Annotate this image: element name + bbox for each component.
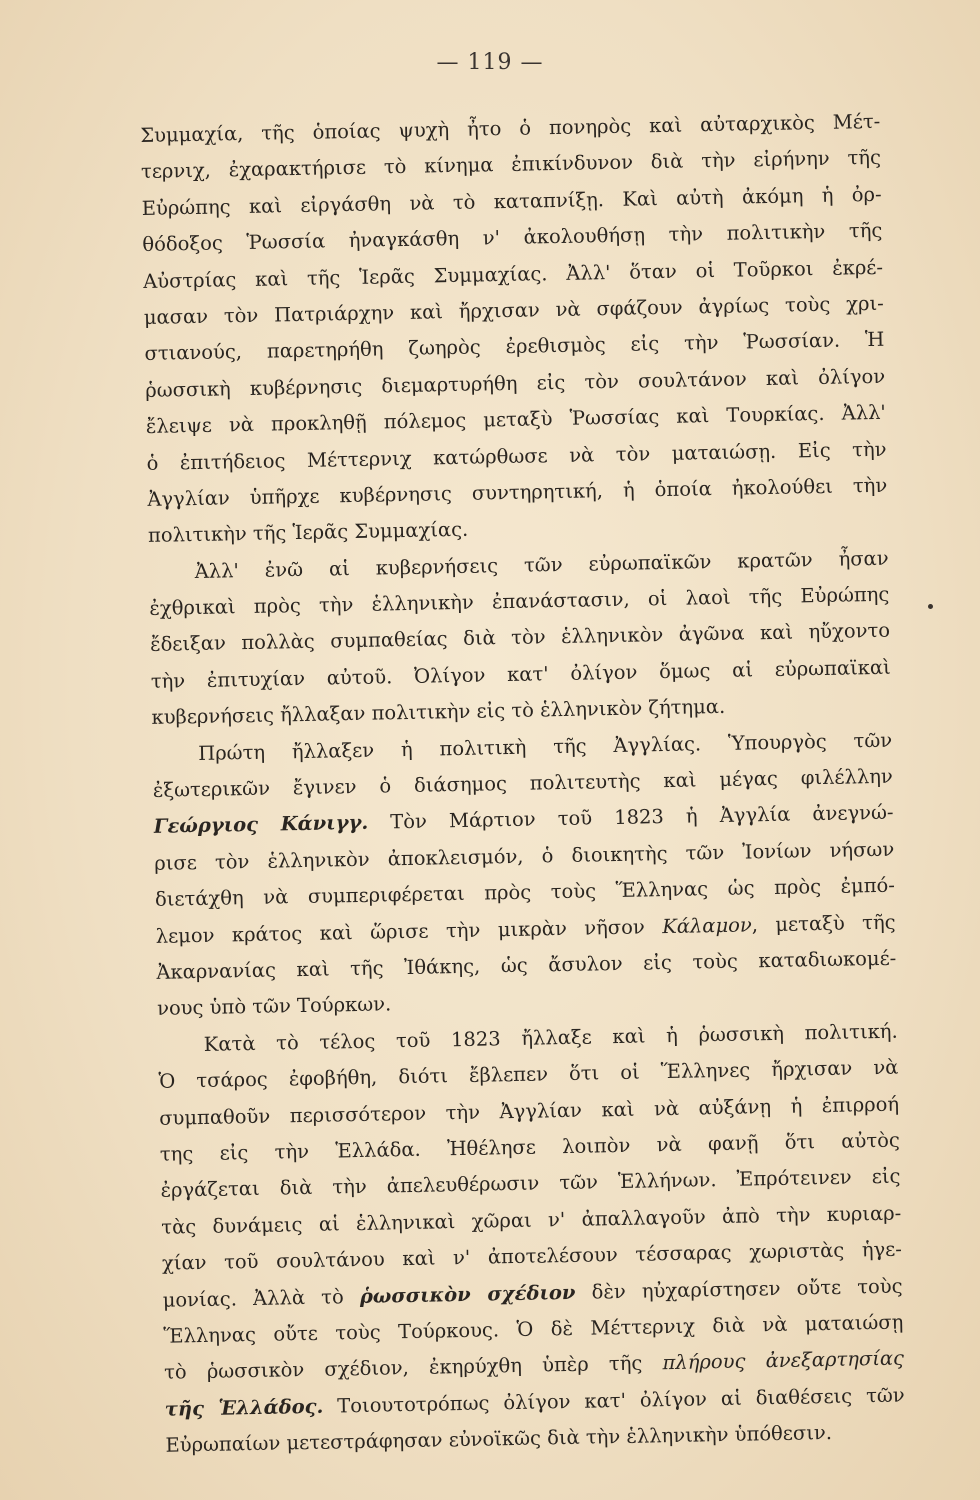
text-line: Ἀγγλίαν ὑπῆρχε κυβέρνησις συντηρητική, ἡ ὁποία ἠκολούθει τὴν xyxy=(147,473,888,511)
text-line: Ἕλληνας οὔτε τοὺς Τούρκους. Ὁ δὲ Μέττερνιχ διὰ νὰ ματαιώσῃ xyxy=(163,1310,904,1348)
line-segment: Τὸν Μάρτιον τοῦ 1823 ἡ Ἀγγλία ἀνεγνώ- xyxy=(390,801,894,834)
text-line: κυβερνήσεις ἤλλαξαν πολιτικὴν εἰς τὸ ἑλληνικὸν ζήτημα. xyxy=(151,695,726,730)
text-line: ὁ ἐπιτήδειος Μέττερνιχ κατώρθωσε νὰ τὸν ματαιώσῃ. Εἰς τὴν xyxy=(146,437,887,475)
emphasis-russian-plan: ῥωσσικὸν σχέδιον xyxy=(359,1280,576,1308)
text-line: Εὐρωπαίων μετεστράφησαν εὐνοϊκῶς διὰ τὴν ἑλληνικὴν ὑπόθεσιν. xyxy=(165,1421,833,1457)
text-line: θόδοξος Ῥωσσία ἠναγκάσθη ν' ἀκολουθήσῃ τὴν πολιτικὴν τῆς xyxy=(142,218,883,257)
text-line: Ἀκαρνανίας καὶ τῆς Ἰθάκης, ὡς ἄσυλον εἰς τοὺς καταδιωκομέ- xyxy=(156,946,897,984)
ink-speck xyxy=(928,604,933,609)
text-line: τερνιχ, ἐχαρακτήρισε τὸ κίνημα ἐπικίνδυνον διὰ τὴν εἰρήνην τῆς xyxy=(140,146,882,184)
text-line: Κατὰ τὸ τέλος τοῦ 1823 ἤλλαξε καὶ ἡ ῥωσσικὴ πολιτική. xyxy=(203,1019,898,1056)
text-line: της εἰς τὴν Ἑλλάδα. Ἠθέλησε λοιπὸν νὰ φανῇ ὅτι αὐτὸς xyxy=(159,1128,900,1166)
text-line: χίαν τοῦ σουλτάνου καὶ ν' ἀποτελέσουν τέσσαρας χωριστὰς ἡγε- xyxy=(161,1237,903,1275)
emphasis-of-greece: τῆς Ἑλλάδος. xyxy=(164,1394,324,1421)
text-line: ῥωσσικὴ κυβέρνησις διεμαρτυρήθη εἰς τὸν σουλτάνον καὶ ὀλίγον xyxy=(145,364,886,402)
emphasis-canning: Γεώργιος Κάνιγγ. xyxy=(153,811,369,839)
text-line: πολιτικὴν τῆς Ἱερᾶς Συμμαχίας. xyxy=(147,518,469,548)
line-segment: λεμον κράτος καὶ ὥρισε τὴν μικρὰν νῆσον xyxy=(155,915,645,948)
text-line: ἐργάζεται διὰ τὴν ἀπελευθέρωσιν τῶν Ἑλλήνων. Ἐπρότεινεν εἰς xyxy=(160,1164,901,1203)
body-text xyxy=(140,104,906,1464)
line-segment: Τοιουτοτρόπως ὀλίγον κατ' ὀλίγον αἱ διαθέσεις τῶν xyxy=(337,1383,905,1418)
text-line: νους ὑπὸ τῶν Τούρκων. xyxy=(156,992,392,1021)
emphasis-full-independence: πλήρους ἀνεξαρτησίας xyxy=(662,1346,905,1375)
line-segment: τὸ ῥωσσικὸν σχέδιον, ἐκηρύχθη ὑπὲρ τῆς xyxy=(163,1351,643,1385)
text-line: ἐχθρικαὶ πρὸς τὴν ἑλληνικὴν ἐπανάστασιν, οἱ λαοὶ τῆς Εὐρώπης xyxy=(149,582,890,620)
text-line: Ὁ τσάρος ἐφοβήθη, διότι ἔβλεπεν ὅτι οἱ Ἕλληνες ἤρχισαν νὰ xyxy=(158,1055,899,1093)
text-line: Εὐρώπης καὶ εἰργάσθη νὰ τὸ καταπνίξῃ. Καὶ αὐτὴ ἀκόμη ἡ ὀρ- xyxy=(141,182,882,220)
text-line: ἔλειψε νὰ προκληθῇ πόλεμος μεταξὺ Ῥωσσίας καὶ Τουρκίας. Ἀλλ' xyxy=(145,400,887,439)
text-line: ἔδειξαν πολλὰς συμπαθείας διὰ τὸν ἑλληνικὸν ἀγῶνα καὶ ηὔχοντο xyxy=(149,619,891,657)
text-line: Ἀλλ' ἐνῶ αἱ κυβερνήσεις τῶν εὐρωπαϊκῶν κρατῶν ἦσαν xyxy=(194,546,889,583)
text-line: τὴν ἐπιτυχίαν αὐτοῦ. Ὀλίγον κατ' ὀλίγον ὅμως αἱ εὐρωπαϊκαὶ xyxy=(150,655,891,693)
text-line: Αὐστρίας καὶ τῆς Ἱερᾶς Συμμαχίας. Ἀλλ' ὅταν οἱ Τοῦρκοι ἐκρέ- xyxy=(142,255,884,293)
text-line: συμπαθοῦν περισσότερον τὴν Ἀγγλίαν καὶ νὰ αὐξάνῃ ἡ ἐπιρροή xyxy=(158,1092,900,1130)
text-line: Πρώτη ἤλλαξεν ἡ πολιτικὴ τῆς Ἀγγλίας. Ὑπουργὸς τῶν xyxy=(197,728,893,765)
text-line: ἐξωτερικῶν ἔγινεν ὁ διάσημος πολιτευτὴς καὶ μέγας φιλέλλην xyxy=(152,764,893,802)
text-line: στιανούς, παρετηρήθη ζωηρὸς ἐρεθισμὸς εἰς τὴν Ῥωσσίαν. Ἡ xyxy=(144,328,885,366)
emphasis-kalamos: Κάλαμον xyxy=(661,913,752,938)
page-number: — 119 — xyxy=(436,50,544,75)
text-line: διετάχθη νὰ συμπεριφέρεται πρὸς τοὺς Ἕλληνας ὡς πρὸς ἐμπό- xyxy=(154,873,896,912)
line-segment: δὲν ηὐχαρίστησεν οὔτε τοὺς xyxy=(591,1274,903,1304)
text-line: ρισε τὸν ἑλληνικὸν ἀποκλεισμόν, ὁ διοικητὴς τῶν Ἰονίων νήσων xyxy=(154,837,895,875)
text-line: μασαν τὸν Πατριάρχην καὶ ἤρχισαν νὰ σφάζουν ἀγρίως τοὺς χρι- xyxy=(143,291,884,329)
line-segment: , μεταξὺ τῆς xyxy=(751,910,896,936)
line-segment: μονίας. Ἀλλὰ τὸ xyxy=(162,1284,344,1312)
text-line: τὰς δυνάμεις αἱ ἑλληνικαὶ χῶραι ν' ἀπαλλαγοῦν ἀπὸ τὴν κυριαρ- xyxy=(161,1201,902,1239)
text-line: Συμμαχία, τῆς ὁποίας ψυχὴ ἦτο ὁ πονηρὸς καὶ αὐταρχικὸς Μέτ- xyxy=(140,109,881,147)
